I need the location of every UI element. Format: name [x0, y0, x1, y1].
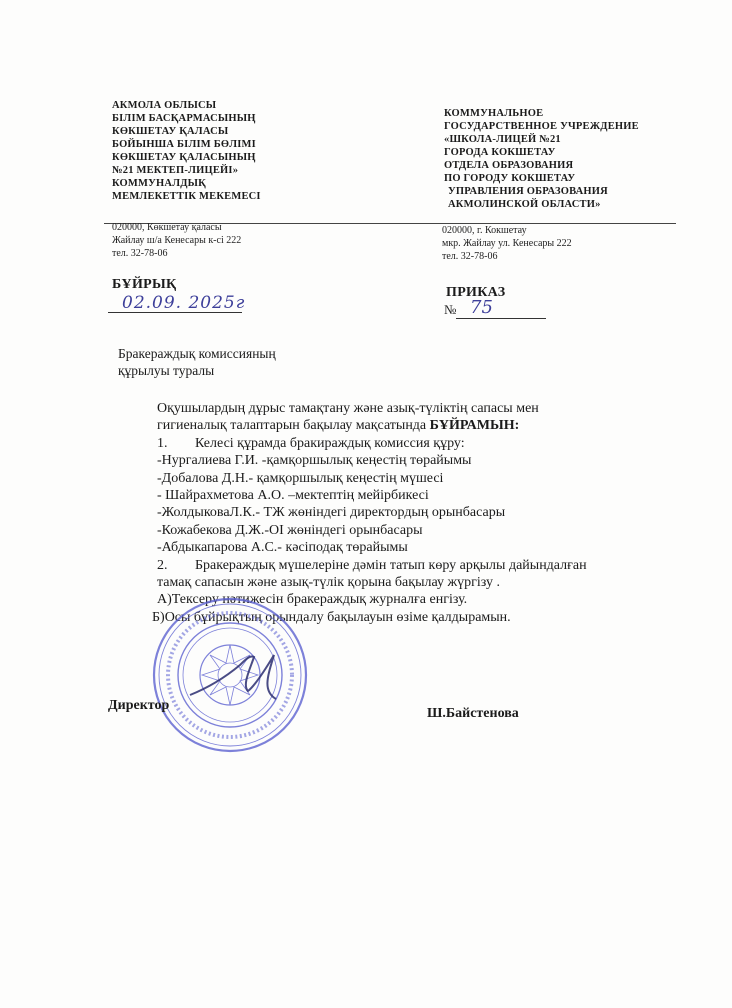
order-number-label: № [444, 302, 457, 317]
header-left-line: №21 МЕКТЕП-ЛИЦЕЙІ» [112, 165, 239, 176]
order-subject [118, 345, 276, 379]
header-left-line: МЕМЛЕКЕТТІК МЕКЕМЕСІ [112, 191, 261, 202]
header-right-line: ГОРОДА КОКШЕТАУ [444, 147, 556, 158]
header-right-line: АКМОЛИНСКОЙ ОБЛАСТИ» [448, 199, 601, 210]
item-text: Келесі құрамда бракираждық комиссия құру: [195, 435, 465, 451]
address-line: мкр. Жайлау ул. Кенесары 222 [442, 238, 572, 249]
item-2 [157, 557, 627, 574]
signature-name: Ш.Байстенова [427, 706, 519, 721]
address-line: тел. 32-78-06 [112, 248, 168, 259]
header-right-line: «ШКОЛА-ЛИЦЕЙ №21 [444, 134, 561, 145]
header-left-line: БІЛІМ БАСҚАРМАСЫНЫҢ [112, 113, 256, 124]
address-line: 020000, г. Кокшетау [442, 225, 527, 236]
item-text: Бракераждық мүшелеріне дәмін татып көру арқылы дайындалған [195, 557, 587, 573]
header-left-line: АКМОЛА ОБЛЫСЫ [112, 100, 217, 111]
address-right [442, 224, 572, 263]
intro-text: гигиеналық талаптарын бақылау мақсатында [157, 418, 430, 434]
header-left-line: КОММУНАЛДЫҚ [112, 178, 206, 189]
item-number: 2. [157, 557, 168, 573]
header-right-line: УПРАВЛЕНИЯ ОБРАЗОВАНИЯ [448, 186, 608, 197]
subject-line: Бракераждық комиссияның [118, 346, 276, 361]
intro-line: Оқушылардың дұрыс тамақтану және азық-түліктің сапасы мен [157, 401, 539, 416]
address-line: 020000, Көкшетау қаласы [112, 222, 222, 233]
signature-role: Директор [108, 698, 170, 713]
order-body [152, 400, 627, 626]
order-title-ru: ПРИКАЗ [446, 285, 506, 300]
order-keyword: БҰЙРАМЫН: [429, 418, 520, 434]
member-line: -ЖолдыковаЛ.К.- ТЖ жөніндегі директордың орынбасары [157, 505, 506, 521]
order-number-handwritten: 75 [470, 297, 493, 318]
member-line: -Нургалиева Г.И. -қамқоршылық кеңестің төрайымы [157, 453, 472, 469]
header-left-line: КӨКШЕТАУ ҚАЛАСЫНЫҢ [112, 152, 256, 163]
header-right-line: ГОСУДАРСТВЕННОЕ УЧРЕЖДЕНИЕ [444, 121, 639, 132]
member-line: - Шайрахметова А.О. –мектептің мейірбикесі [157, 488, 429, 504]
header-left-line: КӨКШЕТАУ ҚАЛАСЫ [112, 126, 229, 137]
address-line: Жайлау ш/а Кенесары к-сі 222 [112, 235, 242, 246]
subject-line: құрылуы туралы [118, 363, 215, 378]
header-right-line: КОММУНАЛЬНОЕ [444, 108, 544, 119]
item-2-continuation: тамақ сапасын және азық-түлік қорына бақылау жүргізу . [157, 575, 501, 591]
header-right-line: ПО ГОРОДУ КОКШЕТАУ [444, 173, 576, 184]
header-left-kz [112, 99, 332, 203]
header-right-line: ОТДЕЛА ОБРАЗОВАНИЯ [444, 160, 574, 171]
header-left-line: БОЙЫНША БІЛІМ БӨЛІМІ [112, 139, 256, 150]
subitem-b: Б)Осы бұйрықтың орындалу бақылауын өзіме қалдырамын. [152, 609, 511, 625]
official-seal-icon [150, 595, 310, 755]
header-right-ru [444, 107, 704, 211]
order-title-kz: БҰЙРЫҚ [112, 277, 177, 292]
order-date-handwritten: 02.09. 2025г [122, 293, 246, 313]
address-left [112, 221, 241, 260]
subitem-a: А)Тексеру нәтижесін бракераждық журналға енгізу. [157, 592, 468, 608]
item-number: 1. [157, 435, 168, 451]
address-line: тел. 32-78-06 [442, 251, 498, 262]
member-line: -Кожабекова Д.Ж.-ОІ жөніндегі орынбасары [157, 522, 423, 538]
member-line: -Добалова Д.Н.- қамқоршылық кеңестің мүшесі [157, 470, 444, 486]
member-line: -Абдыкапарова А.С.- кәсіподақ төрайымы [157, 540, 408, 556]
item-1 [157, 435, 627, 452]
intro-line [157, 417, 627, 434]
